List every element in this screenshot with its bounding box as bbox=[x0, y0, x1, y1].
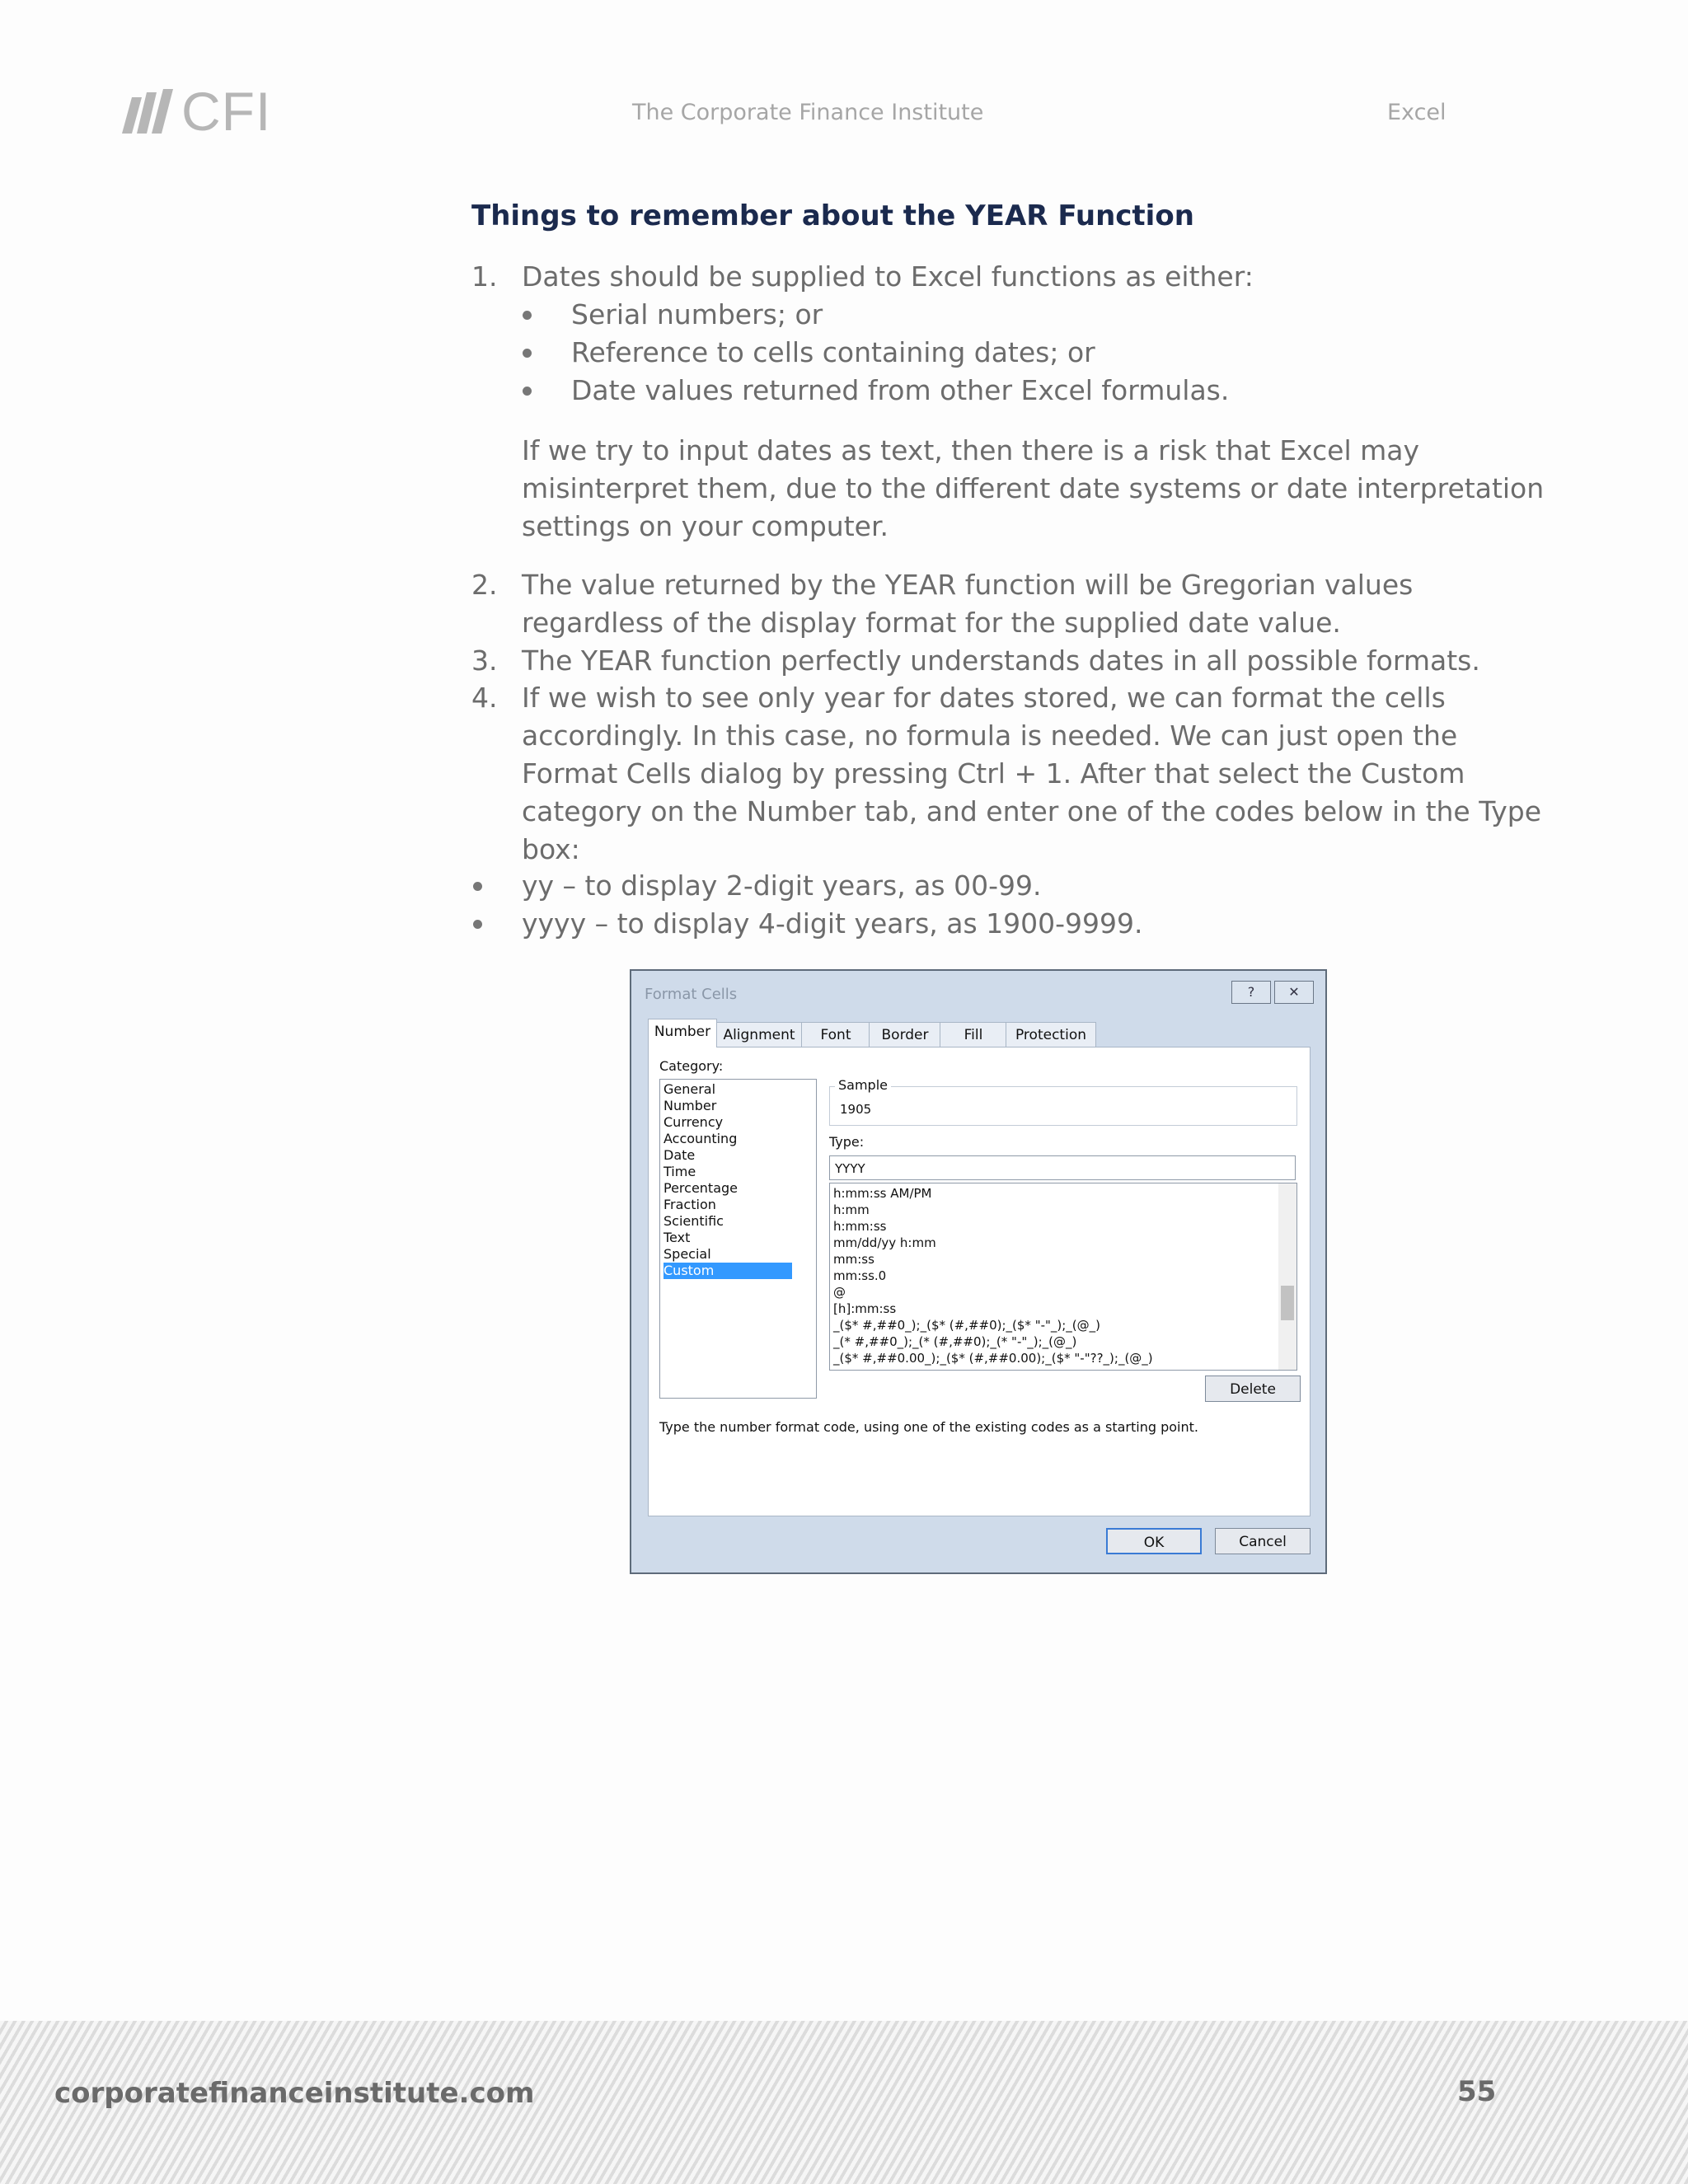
bullet-icon bbox=[523, 311, 532, 320]
category-item[interactable]: Scientific bbox=[663, 1213, 724, 1229]
page-number: 55 bbox=[1457, 2075, 1497, 2108]
list-item-text: If we wish to see only year for dates stored, we can format the cells bbox=[522, 682, 1446, 714]
scrollbar-thumb[interactable] bbox=[1281, 1286, 1294, 1320]
category-item[interactable]: Fraction bbox=[663, 1197, 716, 1212]
bullet-text: Date values returned from other Excel formulas. bbox=[571, 374, 1230, 406]
footer-url[interactable]: corporatefinanceinstitute.com bbox=[54, 2077, 535, 2110]
category-item[interactable]: Percentage bbox=[663, 1180, 738, 1196]
category-item[interactable]: Currency bbox=[663, 1114, 724, 1130]
section-heading: Things to remember about the YEAR Function bbox=[471, 199, 1194, 232]
format-list-scrollbar[interactable] bbox=[1278, 1183, 1296, 1370]
format-code-item[interactable]: h:mm:ss bbox=[833, 1219, 887, 1234]
format-code-item[interactable]: _($* #,##0.00_);_($* (#,##0.00);_($* "-"??_);_(@_) bbox=[833, 1351, 1153, 1366]
format-code-item[interactable]: _(* #,##0_);_(* (#,##0);_(* "-"_);_(@_) bbox=[833, 1334, 1077, 1349]
tab-protection[interactable]: Protection bbox=[1006, 1022, 1096, 1047]
list-number: 3. bbox=[471, 644, 498, 677]
list-number: 1. bbox=[471, 260, 498, 293]
bullet-text: Serial numbers; or bbox=[571, 298, 823, 330]
format-code-item[interactable]: h:mm bbox=[833, 1202, 870, 1217]
category-item[interactable]: Special bbox=[663, 1246, 711, 1262]
category-item-selected[interactable]: Custom bbox=[663, 1263, 792, 1279]
paragraph-line: If we try to input dates as text, then there is a risk that Excel may bbox=[522, 434, 1419, 466]
cancel-button[interactable]: Cancel bbox=[1215, 1528, 1311, 1554]
format-code-item[interactable]: @ bbox=[833, 1285, 846, 1300]
format-code-item[interactable]: mm/dd/yy h:mm bbox=[833, 1235, 936, 1250]
code-bullet-text: yy – to display 2-digit years, as 00-99. bbox=[522, 869, 1042, 902]
header-title: The Corporate Finance Institute bbox=[632, 100, 984, 125]
tab-number[interactable]: Number bbox=[648, 1019, 717, 1047]
close-button[interactable]: ✕ bbox=[1274, 981, 1314, 1004]
list-item-text: category on the Number tab, and enter one of the codes below in the Type bbox=[522, 795, 1542, 827]
format-code-item[interactable]: h:mm:ss AM/PM bbox=[833, 1186, 932, 1201]
help-button[interactable]: ? bbox=[1231, 981, 1271, 1004]
tab-border[interactable]: Border bbox=[869, 1022, 941, 1047]
category-item[interactable]: General bbox=[663, 1081, 716, 1097]
category-item[interactable]: Number bbox=[663, 1098, 717, 1113]
hint-text: Type the number format code, using one of the existing codes as a starting point. bbox=[659, 1419, 1198, 1435]
sample-group bbox=[829, 1077, 1297, 1126]
dialog-title: Format Cells bbox=[645, 986, 738, 1003]
code-bullet-text: yyyy – to display 4-digit years, as 1900-9999. bbox=[522, 907, 1143, 940]
format-cells-dialog bbox=[630, 969, 1327, 1574]
list-number: 2. bbox=[471, 569, 498, 601]
bullet-icon bbox=[473, 920, 482, 929]
ok-button[interactable]: OK bbox=[1106, 1528, 1202, 1554]
paragraph-line: misinterpret them, due to the different date systems or date interpretation bbox=[522, 472, 1545, 504]
category-item[interactable]: Time bbox=[663, 1164, 696, 1179]
bullet-text: Reference to cells containing dates; or bbox=[571, 336, 1095, 368]
format-code-item[interactable]: _($* #,##0_);_($* (#,##0);_($* "-"_);_(@_) bbox=[833, 1318, 1101, 1333]
category-label: Category: bbox=[659, 1058, 724, 1074]
paragraph-line: settings on your computer. bbox=[522, 510, 889, 542]
list-item-text: box: bbox=[522, 833, 580, 865]
category-item[interactable]: Date bbox=[663, 1147, 696, 1163]
format-code-list[interactable] bbox=[829, 1183, 1297, 1371]
type-input[interactable]: YYYY bbox=[829, 1155, 1296, 1180]
bullet-icon bbox=[523, 349, 532, 358]
format-code-item[interactable]: mm:ss.0 bbox=[833, 1268, 887, 1283]
format-code-item[interactable]: [h]:mm:ss bbox=[833, 1301, 897, 1316]
category-list[interactable] bbox=[659, 1079, 817, 1399]
list-item-text: regardless of the display format for the supplied date value. bbox=[522, 607, 1341, 639]
sample-value: 1905 bbox=[840, 1102, 872, 1117]
bullet-icon bbox=[473, 882, 482, 891]
format-code-item[interactable]: mm:ss bbox=[833, 1252, 874, 1267]
type-label: Type: bbox=[829, 1134, 865, 1150]
bullet-icon bbox=[523, 387, 532, 396]
delete-button[interactable]: Delete bbox=[1205, 1376, 1301, 1402]
category-item[interactable]: Accounting bbox=[663, 1131, 738, 1146]
list-item-text: The YEAR function perfectly understands dates in all possible formats. bbox=[522, 644, 1480, 677]
logo-text: CFI bbox=[181, 81, 272, 142]
list-item-text: The value returned by the YEAR function will be Gregorian values bbox=[522, 569, 1414, 601]
sample-label: Sample bbox=[835, 1077, 891, 1093]
tab-font[interactable]: Font bbox=[801, 1022, 870, 1047]
category-item[interactable]: Text bbox=[663, 1230, 691, 1245]
list-item-text: accordingly. In this case, no formula is needed. We can just open the bbox=[522, 719, 1458, 752]
cfi-logo bbox=[114, 82, 279, 140]
tab-fill[interactable]: Fill bbox=[940, 1022, 1007, 1047]
logo-slash-marks-icon bbox=[114, 89, 173, 134]
list-item-text: Format Cells dialog by pressing Ctrl + 1. After that select the Custom bbox=[522, 757, 1465, 790]
header-section: Excel bbox=[1387, 100, 1447, 125]
tab-alignment[interactable]: Alignment bbox=[715, 1022, 803, 1047]
list-number: 4. bbox=[471, 682, 498, 714]
list-item-text: Dates should be supplied to Excel functions as either: bbox=[522, 260, 1254, 293]
